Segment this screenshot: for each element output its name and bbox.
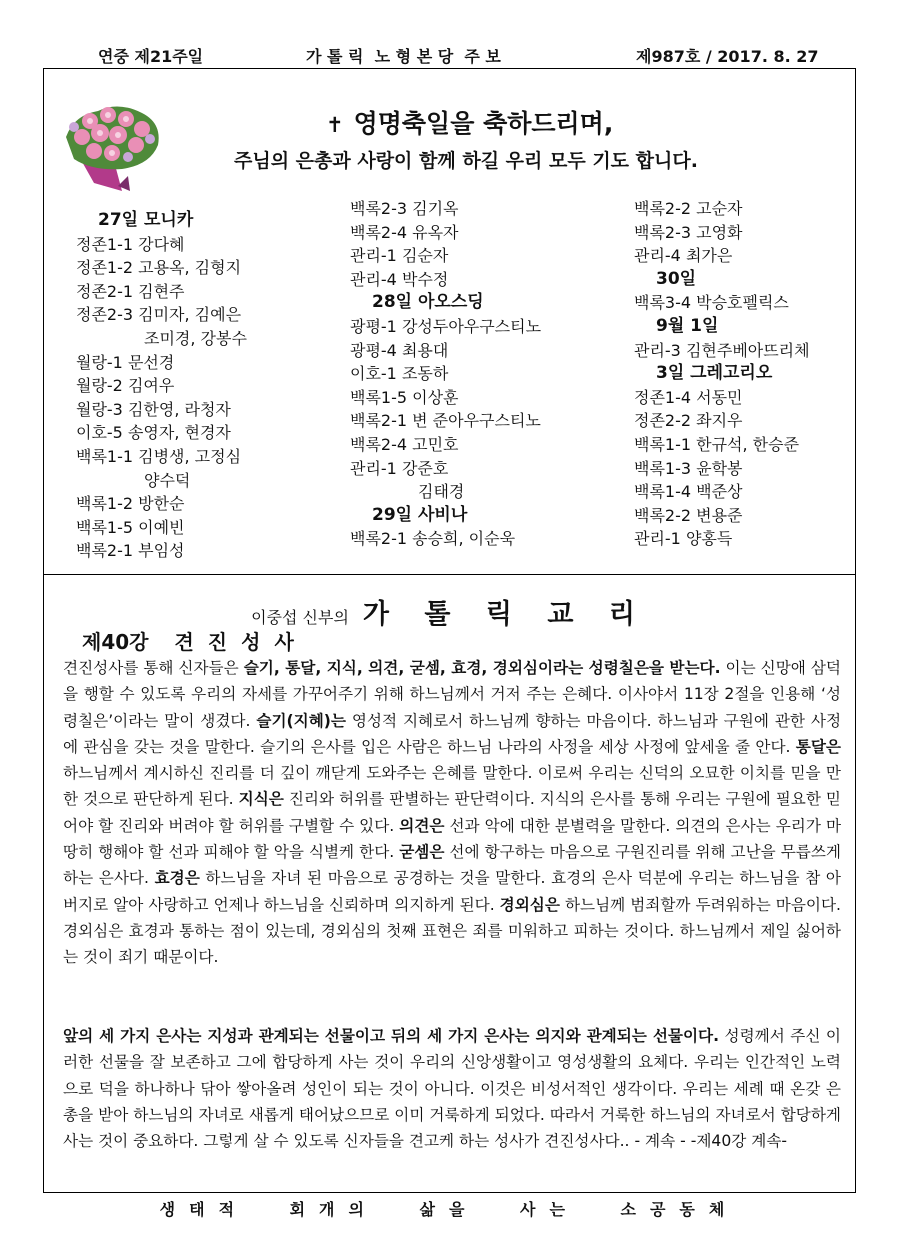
feast-name-entry: 백록2-1 변 준아우구스티노 xyxy=(350,411,541,431)
feast-name-entry: 월랑-1 문선경 xyxy=(76,352,175,372)
feast-date-heading: 30일 xyxy=(656,268,697,289)
feast-date-heading: 29일 사비나 xyxy=(372,504,468,525)
feast-name-entry: 백록1-3 윤학봉 xyxy=(634,458,743,478)
emphasized-text: 슬기(지혜)는 xyxy=(256,711,346,730)
doctrine-paragraph-1 xyxy=(63,655,841,971)
feast-name-entry: 광평-4 최용대 xyxy=(350,340,449,360)
feast-name-entry: 월랑-2 김여우 xyxy=(76,376,175,396)
paragraph-text: 하느님을 자녀 된 마음으로 공경하는 것을 말한다. 효경의 은사 덕분에 우리는 하느님을 참 아버지로 알아 사랑하고 언제나 하느님을 신뢰하며 의지하게 된다. xyxy=(63,869,841,914)
paragraph-text: 견진성사를 통해 신자들은 xyxy=(63,659,244,677)
feast-list-column-3 xyxy=(634,197,810,551)
flower-bouquet-image xyxy=(58,91,168,191)
paragraph-text: 선과 악에 대한 분별력을 말한다. 의견의 은사는 우리가 마땅히 행해야 할 선과 피해야 할 악을 식별케 한다. xyxy=(63,816,842,862)
doctrine-title: 가 톨 릭 교 리 xyxy=(362,599,648,630)
feast-list-column-1 xyxy=(76,209,247,563)
emphasized-text: 통달은 xyxy=(795,737,841,756)
issue-date: 제987호 / 2017. 8. 27 xyxy=(636,47,819,66)
feast-name-entry: 정존1-4 서동민 xyxy=(634,387,743,407)
emphasized-text: 슬기, 통달, 지식, 의견, 굳셈, 효경, 경외심이라는 성령칠은을 받는다. xyxy=(243,659,721,677)
emphasized-text: 지식은 xyxy=(238,790,284,809)
cross-icon: ✝ xyxy=(326,113,344,137)
feast-name-entry: 백록1-2 방한순 xyxy=(76,494,185,514)
feast-name-entry: 광평-1 강성두아우구스티노 xyxy=(350,316,542,336)
emphasized-text: 효경은 xyxy=(154,869,200,888)
emphasized-text: 의견은 xyxy=(399,816,445,835)
feast-name-entry: 관리-4 최가은 xyxy=(634,246,733,266)
feast-date-heading: 3일 그레고리오 xyxy=(656,363,773,384)
feast-name-entry: 백록2-4 고민호 xyxy=(350,434,459,454)
doctrine-author: 이중섭 신부의 xyxy=(251,608,349,627)
doctrine-section xyxy=(43,575,856,1193)
feast-name-entry: 관리-3 김현주베아뜨리체 xyxy=(634,340,810,360)
liturgical-day: 연중 제21주일 xyxy=(98,47,204,66)
feast-name-entry: 정존2-1 김현주 xyxy=(76,281,185,301)
lesson-number: 제40강 xyxy=(82,630,149,654)
feast-name-entry: 관리-1 김순자 xyxy=(350,246,449,266)
feast-name-entry: 백록1-4 백준상 xyxy=(634,482,743,502)
emphasized-text: 굳셈은 xyxy=(399,843,445,862)
feast-date-heading: 9월 1일 xyxy=(656,315,719,336)
feast-name-entry: 백록2-3 고영화 xyxy=(634,222,743,242)
feast-name-entry: 백록1-1 한규석, 한승준 xyxy=(634,434,800,454)
feast-name-entry: 백록2-3 김기옥 xyxy=(350,199,459,218)
feast-name-entry: 이호-1 조동하 xyxy=(350,364,449,384)
feast-name-entry: 관리-1 양홍득 xyxy=(634,529,733,549)
feast-name-entry: 조미경, 강봉수 xyxy=(144,328,247,348)
feast-name-entry: 백록1-1 김병생, 고정심 xyxy=(76,446,242,466)
bulletin-header xyxy=(0,44,898,70)
paragraph-text: 이는 신망애 삼덕을 행할 수 있도록 우리의 자세를 가꾸어주기 위해 하느님께서 거저 주는 은혜다. 이사야서 11장 2절을 인용해 ‘성령칠은’이라는 말이 생겼다. xyxy=(63,659,841,730)
emphasized-text: 경외심은 xyxy=(499,895,560,914)
feast-list-column-2 xyxy=(350,197,541,551)
feast-name-entry: 김태경 xyxy=(418,482,465,502)
feast-name-entry: 백록3-4 박승호펠릭스 xyxy=(634,293,789,313)
bulletin-title: 가 톨 릭 노 형 본 당 주 보 xyxy=(306,47,501,66)
doctrine-paragraph-2 xyxy=(63,1023,841,1154)
lesson-heading xyxy=(82,626,308,655)
paragraph-text: 선에 항구하는 마음으로 구원진리를 위해 고난을 무릅쓰게 하는 은사다. xyxy=(63,843,841,888)
feast-name-entry: 정존2-2 좌지우 xyxy=(634,411,743,431)
paragraph-text: 성령께서 주신 이러한 선물을 잘 보존하고 그에 합당하게 사는 것이 우리의 신앙생활이고 영성생활의 요체다. 우리는 인간적인 노력으로 덕을 하나하나 닦아 쌓아올려 성인이 되는 것이 아니다. 이것은 비성서적인 생각이다. 우리는 세례 때 온갖 은총을 받아 하느님의 자녀로 새롭게 태어났으므로 이미 거룩하게 되었다. 따라서 거룩한 하느님의 자녀로서 합당하게 사는 것이 중요하다. 그렇게 살 수 있도록 신자들을 견고케 하는 성사가 견진성사다.. - 계속 - -제40강 계속- xyxy=(63,1027,841,1151)
feast-name-entry: 정존2-3 김미자, 김예은 xyxy=(76,305,242,325)
feast-name-entry: 이호-5 송영자, 현경자 xyxy=(76,423,231,443)
feast-title-text: 영명축일을 축하드리며, xyxy=(353,109,614,138)
feast-date-heading: 27일 모니카 xyxy=(98,210,194,230)
bulletin-motto: 생태적 회개의 삶을 사는 소공동체 xyxy=(159,1200,739,1219)
feast-name-entry: 양수덕 xyxy=(144,470,191,490)
feast-name-entry: 백록2-4 유옥자 xyxy=(350,222,459,242)
feast-name-entry: 백록1-5 이예빈 xyxy=(76,517,185,537)
feast-name-entry: 정존1-1 강다혜 xyxy=(76,234,185,254)
paragraph-text: 하느님께서 계시하신 진리를 더 깊이 깨닫게 도와주는 은혜를 말한다. 이로써 우리는 신덕의 오묘한 이치를 믿을 만한 것으로 판단하게 된다. xyxy=(63,764,841,809)
feast-date-heading: 28일 아오스딩 xyxy=(372,292,484,313)
feast-name-entry: 관리-4 박수정 xyxy=(350,269,449,289)
feast-name-entry: 백록2-2 변용준 xyxy=(634,505,743,525)
feast-name-entry: 백록2-1 부임성 xyxy=(76,541,185,561)
feast-name-entry: 관리-1 강준호 xyxy=(350,458,449,478)
lesson-title: 견진성사 xyxy=(174,630,308,654)
feast-name-entry: 정존1-2 고용옥, 김형지 xyxy=(76,258,242,278)
paragraph-text: 하느님께 범죄할까 두려워하는 마음이다. 경외심은 효경과 통하는 점이 있는데, 경외심의 첫째 표현은 죄를 미워하고 피하는 것이다. 하느님께서 제일 싫어하는 것이 죄기 때문이다. xyxy=(63,895,842,967)
paragraph-text: 진리와 허위를 판별하는 판단력이다. 지식의 은사를 통해 우리는 구원에 필요한 믿어야 할 진리와 버려야 할 허위를 구별할 수 있다. xyxy=(63,790,841,835)
feast-name-entry: 월랑-3 김한영, 라청자 xyxy=(76,399,231,419)
feast-name-entry: 백록2-1 송승희, 이순욱 xyxy=(350,529,516,549)
emphasized-text: 앞의 세 가지 은사는 지성과 관계되는 선물이고 뒤의 세 가지 은사는 의지와 관계되는 선물이다. xyxy=(63,1027,720,1045)
feast-subtitle: 주님의 은총과 사랑이 함께 하길 우리 모두 기도 합니다. xyxy=(234,150,698,172)
feast-name-entry: 백록1-5 이상훈 xyxy=(350,387,459,407)
feast-day-section xyxy=(43,68,856,575)
feast-name-entry: 백록2-2 고순자 xyxy=(634,199,743,218)
feast-title xyxy=(326,104,613,140)
paragraph-text: 영성적 지혜로서 하느님께 향하는 마음이다. 하느님과 구원에 관한 사정에 관심을 갖는 것을 말한다. 슬기의 은사를 입은 사람은 하느님 나라의 사정을 세상 사정에 앞세울 줄 안다. xyxy=(63,711,842,756)
